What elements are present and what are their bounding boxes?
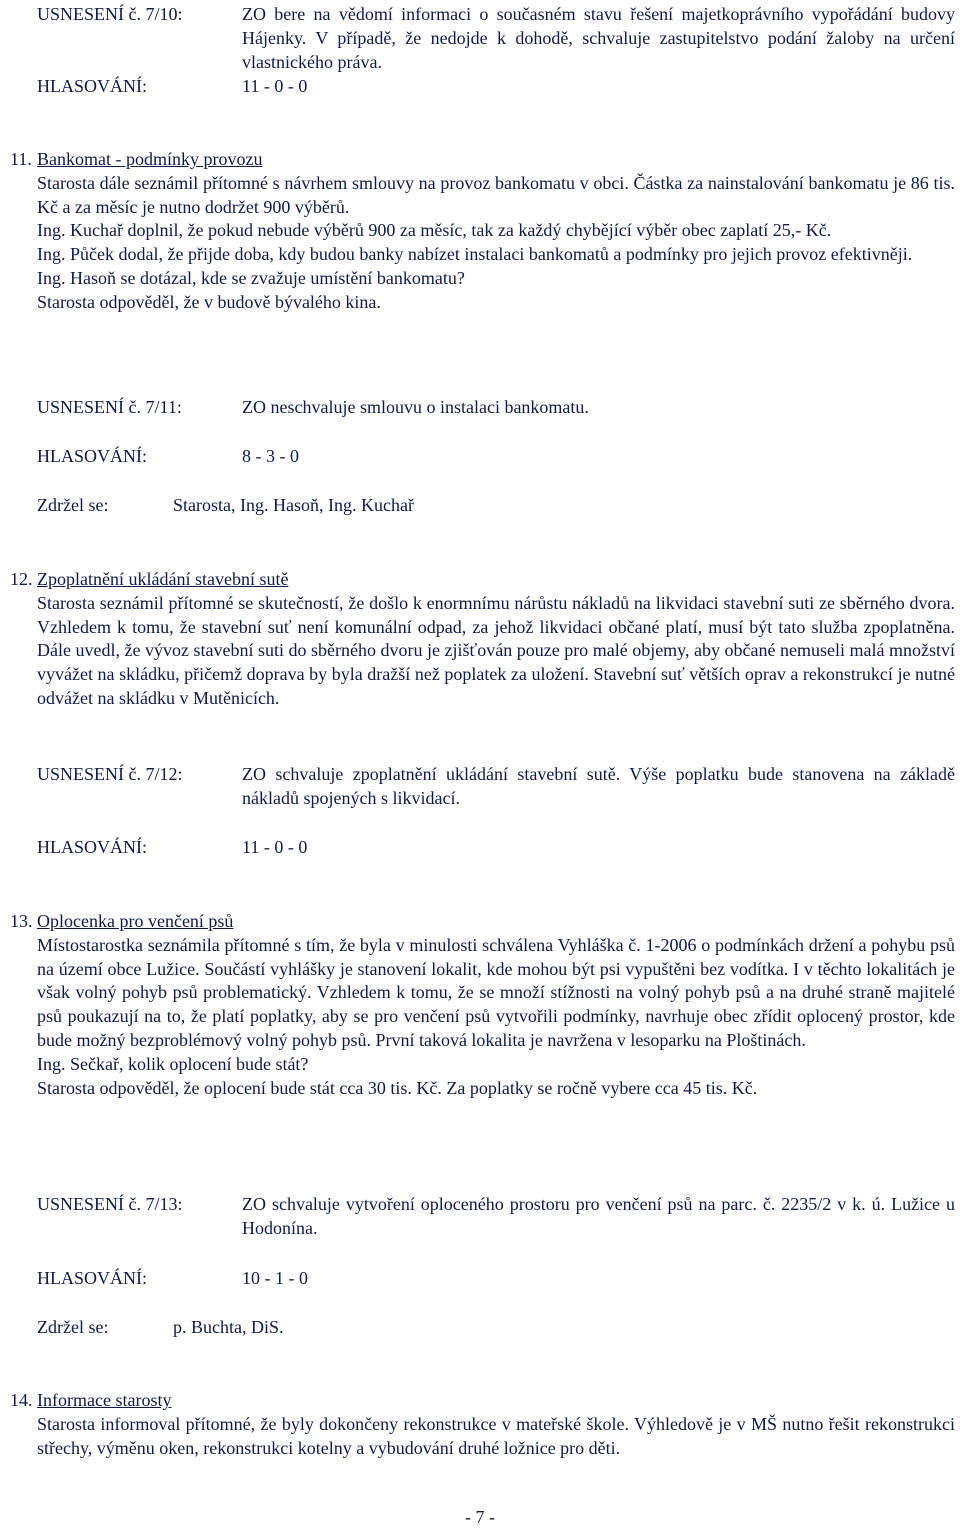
paragraph: Starosta odpověděl, že oplocení bude stát cca 30 tis. Kč. Za poplatky se ročně vybere cca 45 tis. Kč. <box>37 1077 758 1098</box>
vote-label: HLASOVÁNÍ: <box>37 76 147 96</box>
vote-result: 11 - 0 - 0 <box>242 76 308 96</box>
resolution-text: ZO neschvaluje smlouvu o instalaci bankomatu. <box>242 397 589 417</box>
abstain-label: Zdržel se: <box>37 495 109 515</box>
paragraph: Starosta seznámil přítomné se skutečností, že došlo k enormnímu nárůstu nákladů na likvidaci stavební suti ze sběrného dvora. Vzhledem k tomu, že stavební suť není komunální odpad, za jehož likvidaci občané platí, musí být tato služba zpoplatněna. Dále uvedl, že vývoz stavební suti do sběrného dvoru je zjišťován pouze pro malé objemy, aby občané nemuseli malá množství vyvážet na skládku, přičemž doprava by byla dražší než poplatek za uložení. Stavební suť větších oprav a rekonstrukcí je nutné odvážet na skládku v Mutěnicích. <box>37 592 955 708</box>
paragraph: Starosta odpověděl, že v budově bývalého kina. <box>37 291 381 312</box>
abstain-names: Starosta, Ing. Hasoň, Ing. Kuchař <box>173 495 414 515</box>
section-body <box>37 934 955 1101</box>
vote-label: HLASOVÁNÍ: <box>37 1268 147 1288</box>
section-number: 11. <box>10 149 32 169</box>
resolution-label: USNESENÍ č. 7/12: <box>37 764 183 784</box>
paragraph: Ing. Půček dodal, že přijde doba, kdy budou banky nabízet instalaci bankomatů a podmínky pro jejich provoz efektivněji. <box>37 244 913 265</box>
resolution-7-12 <box>37 763 955 811</box>
paragraph: Ing. Kuchař doplnil, že pokud nebude výběrů 900 za měsíc, tak za každý chybějící výběr obec zaplatí 25,- Kč. <box>37 220 832 241</box>
paragraph: Ing. Hasoň se dotázal, kde se zvažuje umístění bankomatu? <box>37 267 465 288</box>
resolution-text: ZO schvaluje vytvoření oploceného prostoru pro venčení psů na parc. č. 2235/2 v k. ú. Lužice u Hodonína. <box>242 1194 955 1238</box>
section-body <box>37 172 955 315</box>
section-body <box>37 592 955 711</box>
section-heading <box>10 1389 955 1413</box>
section-number: 13. <box>10 911 33 931</box>
abstain-names: p. Buchta, DiS. <box>173 1317 284 1337</box>
vote-7-11 <box>37 445 299 469</box>
vote-7-10 <box>37 75 307 99</box>
section-number: 12. <box>10 569 33 589</box>
resolution-label: USNESENÍ č. 7/11: <box>37 397 182 417</box>
section-title: Oplocenka pro venčení psů <box>37 911 234 931</box>
section-title: Bankomat - podmínky provozu <box>37 149 263 169</box>
vote-result: 8 - 3 - 0 <box>242 446 299 466</box>
resolution-7-10 <box>37 3 955 74</box>
resolution-label: USNESENÍ č. 7/13: <box>37 1194 183 1214</box>
section-11 <box>10 148 955 315</box>
abstain-label: Zdržel se: <box>37 1317 109 1337</box>
section-body <box>37 1413 955 1461</box>
section-number: 14. <box>10 1390 33 1410</box>
abstain-7-11 <box>37 494 414 518</box>
paragraph: Ing. Sečkař, kolik oplocení bude stát? <box>37 1053 309 1074</box>
resolution-7-13 <box>37 1193 955 1241</box>
abstain-7-13 <box>37 1316 284 1340</box>
vote-label: HLASOVÁNÍ: <box>37 837 147 857</box>
section-14 <box>10 1389 955 1460</box>
section-13 <box>10 910 955 1100</box>
paragraph: Starosta informoval přítomné, že byly dokončeny rekonstrukce v mateřské škole. Výhledově je v MŠ nutno řešit rekonstrukci střechy, výměnu oken, rekonstrukci kotelny a vybudování druhé ložnice pro děti. <box>37 1413 955 1458</box>
paragraph: Místostarostka seznámila přítomné s tím, že byla v minulosti schválena Vyhláška č. 1-2006 o podmínkách držení a pohybu psů na území obce Lužice. Součástí vyhlášky je stanovení lokalit, kde mohou být psi vypuštěni bez vodítka. I v těchto lokalitách je však volný pohyb psů problematický. Vzhledem k tomu, že se množí stížnosti na volný pohyb psů a na druhé straně majitelé psů poukazují na to, že platí poplatky, aby se pro venčení psů vytvořili podmínky, navrhuje obec zřídit oplocený prostor, kde bude možný bezproblémový volný pohyb psů. První taková lokalita je navržena v lesoparku na Ploštinách. <box>37 934 955 1050</box>
page-number: - 7 - <box>465 1507 495 1527</box>
resolution-text: ZO bere na vědomí informaci o současném stavu řešení majetkoprávního vypořádání budovy Hájenky. V případě, že nedojde k dohodě, schvaluje zastupitelstvo podání žaloby na určení vlastnického práva. <box>242 4 955 72</box>
resolution-text: ZO schvaluje zpoplatnění ukládání stavební sutě. Výše poplatku bude stanovena na základě nákladů spojených s likvidací. <box>242 764 955 808</box>
section-title: Zpoplatnění ukládání stavební sutě <box>37 569 289 589</box>
vote-7-12 <box>37 836 307 860</box>
vote-result: 11 - 0 - 0 <box>242 837 308 857</box>
vote-result: 10 - 1 - 0 <box>242 1268 308 1288</box>
section-heading <box>10 568 955 592</box>
vote-7-13 <box>37 1267 308 1291</box>
section-heading <box>10 910 955 934</box>
resolution-label: USNESENÍ č. 7/10: <box>37 4 183 24</box>
section-heading <box>10 148 955 172</box>
section-title: Informace starosty <box>37 1390 172 1410</box>
section-12 <box>10 568 955 711</box>
resolution-7-11 <box>37 396 955 420</box>
paragraph: Starosta dále seznámil přítomné s návrhem smlouvy na provoz bankomatu v obci. Částka za nainstalování bankomatu je 86 tis. Kč a za měsíc je nutno dodržet 900 výběrů. <box>37 172 955 217</box>
vote-label: HLASOVÁNÍ: <box>37 446 147 466</box>
